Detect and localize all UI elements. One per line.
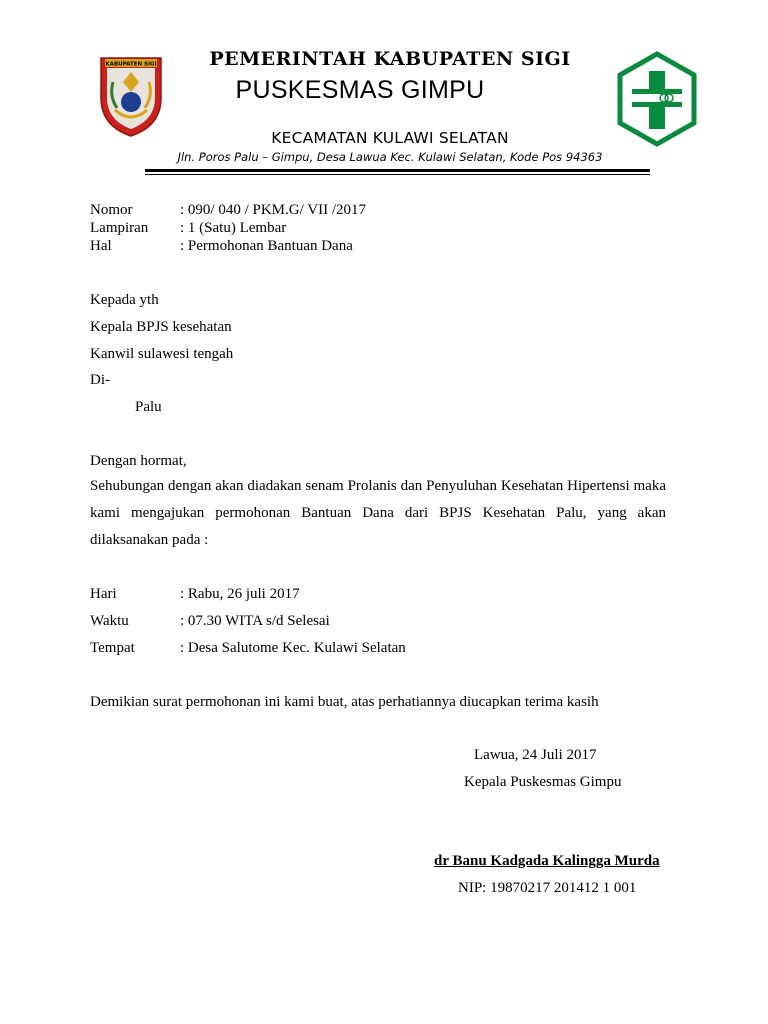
body-paragraph: Sehubungan dengan akan diadakan senam Prolanis dan Penyuluhan Kesehatan Hipertensi maka kami mengajukan permohonan Bantuan Dana dari BPJS Kesehatan Palu, yang akan dilaksanakan pada :	[90, 478, 666, 548]
signer-name: dr Banu Kadgada Kalingga Murda	[434, 853, 660, 869]
lampiran-value: : 1 (Satu) Lembar	[180, 220, 287, 236]
tempat-label: Tempat	[90, 640, 135, 656]
tempat-value: : Desa Salutome Kec. Kulawi Selatan	[180, 640, 406, 656]
header-rule-thin	[145, 174, 650, 175]
closing-sentence: Demikian surat permohonan ini kami buat, atas perhatiannya diucapkan terima kasih	[90, 694, 599, 710]
lampiran-label: Lampiran	[90, 220, 149, 236]
waktu-value: : 07.30 WITA s/d Selesai	[180, 613, 330, 629]
recipient-line-5: Palu	[135, 399, 162, 415]
svg-text:KABUPATEN SIGI: KABUPATEN SIGI	[105, 61, 157, 68]
place-date: Lawua, 24 Juli 2017	[474, 747, 597, 763]
greeting: Dengan hormat,	[90, 453, 187, 469]
recipient-line-3: Kanwil sulawesi tengah	[90, 346, 234, 362]
hal-label: Hal	[90, 238, 112, 254]
institution-title: PUSKESMAS GIMPU	[235, 76, 485, 104]
puskesmas-cross-logo-icon	[614, 51, 700, 147]
hari-value: : Rabu, 26 juli 2017	[180, 586, 300, 602]
recipient-line-2: Kepala BPJS kesehatan	[90, 319, 232, 335]
hari-label: Hari	[90, 586, 117, 602]
header-rule-thick	[145, 169, 650, 172]
recipient-line-4: Di-	[90, 372, 110, 388]
signer-position: Kepala Puskesmas Gimpu	[464, 774, 622, 790]
waktu-label: Waktu	[90, 613, 129, 629]
nomor-label: Nomor	[90, 202, 133, 218]
district-title: KECAMATAN KULAWI SELATAN	[271, 129, 509, 147]
hal-value: : Permohonan Bantuan Dana	[180, 238, 353, 254]
recipient-line-1: Kepada yth	[90, 292, 159, 308]
nomor-value: : 090/ 040 / PKM.G/ VII /2017	[180, 202, 366, 218]
signer-nip: NIP: 19870217 201412 1 001	[458, 880, 637, 896]
government-title: PEMERINTAH KABUPATEN SIGI	[209, 48, 571, 70]
address-line: Jln. Poros Palu – Gimpu, Desa Lawua Kec. Kulawi Selatan, Kode Pos 94363	[177, 150, 603, 164]
